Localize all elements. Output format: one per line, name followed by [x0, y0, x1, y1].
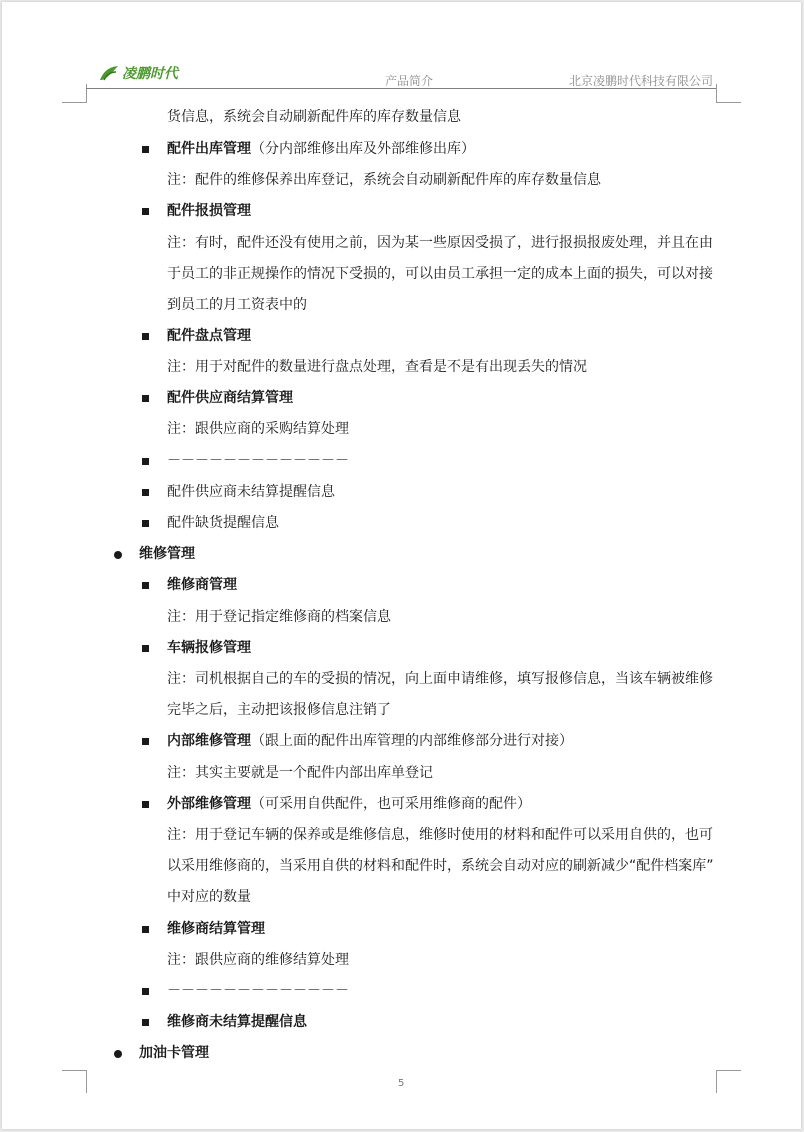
text-line: 注：跟供应商的维修结算处理: [167, 952, 349, 968]
square-bullet-icon: [142, 395, 149, 402]
text-line: 于员工的非正规操作的情况下受损的，可以由员工承担一定的成本上面的损失，可以对接: [167, 266, 713, 282]
square-bullet-icon: [142, 458, 149, 465]
item-title: 配件报损管理: [167, 203, 251, 219]
text-line: 注：其实主要就是一个配件内部出库单登记: [167, 765, 433, 781]
item-title: 配件出库管理: [167, 141, 251, 157]
item-note: （可采用自供配件，也可采用维修商的配件）: [251, 796, 531, 812]
text-line: 到员工的月工资表中的: [167, 297, 307, 313]
section-title: 加油卡管理: [139, 1045, 209, 1061]
crop-mark-top-left: [62, 84, 87, 103]
item-note: （分内部维修出库及外部维修出库）: [251, 141, 475, 157]
text-line: 货信息，系统会自动刷新配件库的库存数量信息: [167, 109, 461, 125]
text-line: 注：司机根据自己的车的受损的情况，向上面申请维修，填写报修信息，当该车辆被维修: [167, 671, 713, 687]
separator-dashes: －－－－－－－－－－－－－: [167, 983, 349, 999]
item-title: 外部维修管理: [167, 796, 251, 812]
text-line: 注：用于登记指定维修商的档案信息: [167, 609, 391, 625]
crop-mark-bottom-left: [62, 1070, 87, 1093]
item-title: 维修商管理: [167, 577, 237, 593]
square-bullet-icon: [142, 582, 149, 589]
text-line: 中对应的数量: [167, 889, 251, 905]
text-line: 注：配件的维修保养出库登记，系统会自动刷新配件库的库存数量信息: [167, 172, 601, 188]
header-company: 北京凌鹏时代科技有限公司: [569, 74, 714, 88]
square-bullet-icon: [142, 1019, 149, 1026]
list-item: [167, 794, 531, 814]
list-item: [167, 731, 573, 751]
text-line: 注：跟供应商的采购结算处理: [167, 421, 349, 437]
logo-leaf-icon: [98, 64, 120, 82]
item-title: 配件供应商结算管理: [167, 390, 293, 406]
section-title: 维修管理: [139, 546, 195, 562]
square-bullet-icon: [142, 738, 149, 745]
header-title: 产品简介: [385, 74, 434, 88]
crop-mark-bottom-right: [716, 1070, 741, 1093]
item-title: 维修商未结算提醒信息: [167, 1014, 307, 1030]
square-bullet-icon: [142, 208, 149, 215]
item-title: 车辆报修管理: [167, 640, 251, 656]
logo-text: 凌鹏时代: [122, 66, 178, 82]
text-line: 以采用维修商的，当采用自供的材料和配件时，系统会自动对应的刷新减少“配件档案库”: [167, 858, 714, 874]
text-line: 注：用于对配件的数量进行盘点处理，查看是不是有出现丢失的情况: [167, 359, 587, 375]
item-title: 维修商结算管理: [167, 921, 265, 937]
crop-mark-top-right: [716, 84, 741, 103]
header-divider: [86, 88, 716, 89]
company-logo: [98, 63, 178, 83]
text-line: 注：有时，配件还没有使用之前，因为某一些原因受损了，进行报损报废处理，并且在由: [167, 235, 713, 251]
list-item: [167, 139, 475, 159]
square-bullet-icon: [142, 801, 149, 808]
square-bullet-icon: [142, 489, 149, 496]
round-bullet-icon: [114, 1050, 122, 1058]
square-bullet-icon: [142, 520, 149, 527]
list-item: 配件缺货提醒信息: [167, 515, 279, 531]
text-line: 注：用于登记车辆的保养或是维修信息，维修时使用的材料和配件可以采用自供的，也可: [167, 827, 713, 843]
item-title: 内部维修管理: [167, 733, 251, 749]
text-line: 完毕之后，主动把该报修信息注销了: [167, 702, 391, 718]
item-title: 配件盘点管理: [167, 328, 251, 344]
square-bullet-icon: [142, 146, 149, 153]
square-bullet-icon: [142, 333, 149, 340]
square-bullet-icon: [142, 645, 149, 652]
item-note: （跟上面的配件出库管理的内部维修部分进行对接）: [251, 733, 573, 749]
document-page: [2, 2, 801, 1129]
square-bullet-icon: [142, 926, 149, 933]
round-bullet-icon: [114, 551, 122, 559]
square-bullet-icon: [142, 988, 149, 995]
separator-dashes: －－－－－－－－－－－－－: [167, 453, 349, 469]
page-number: 5: [398, 1078, 405, 1089]
list-item: 配件供应商未结算提醒信息: [167, 484, 335, 500]
